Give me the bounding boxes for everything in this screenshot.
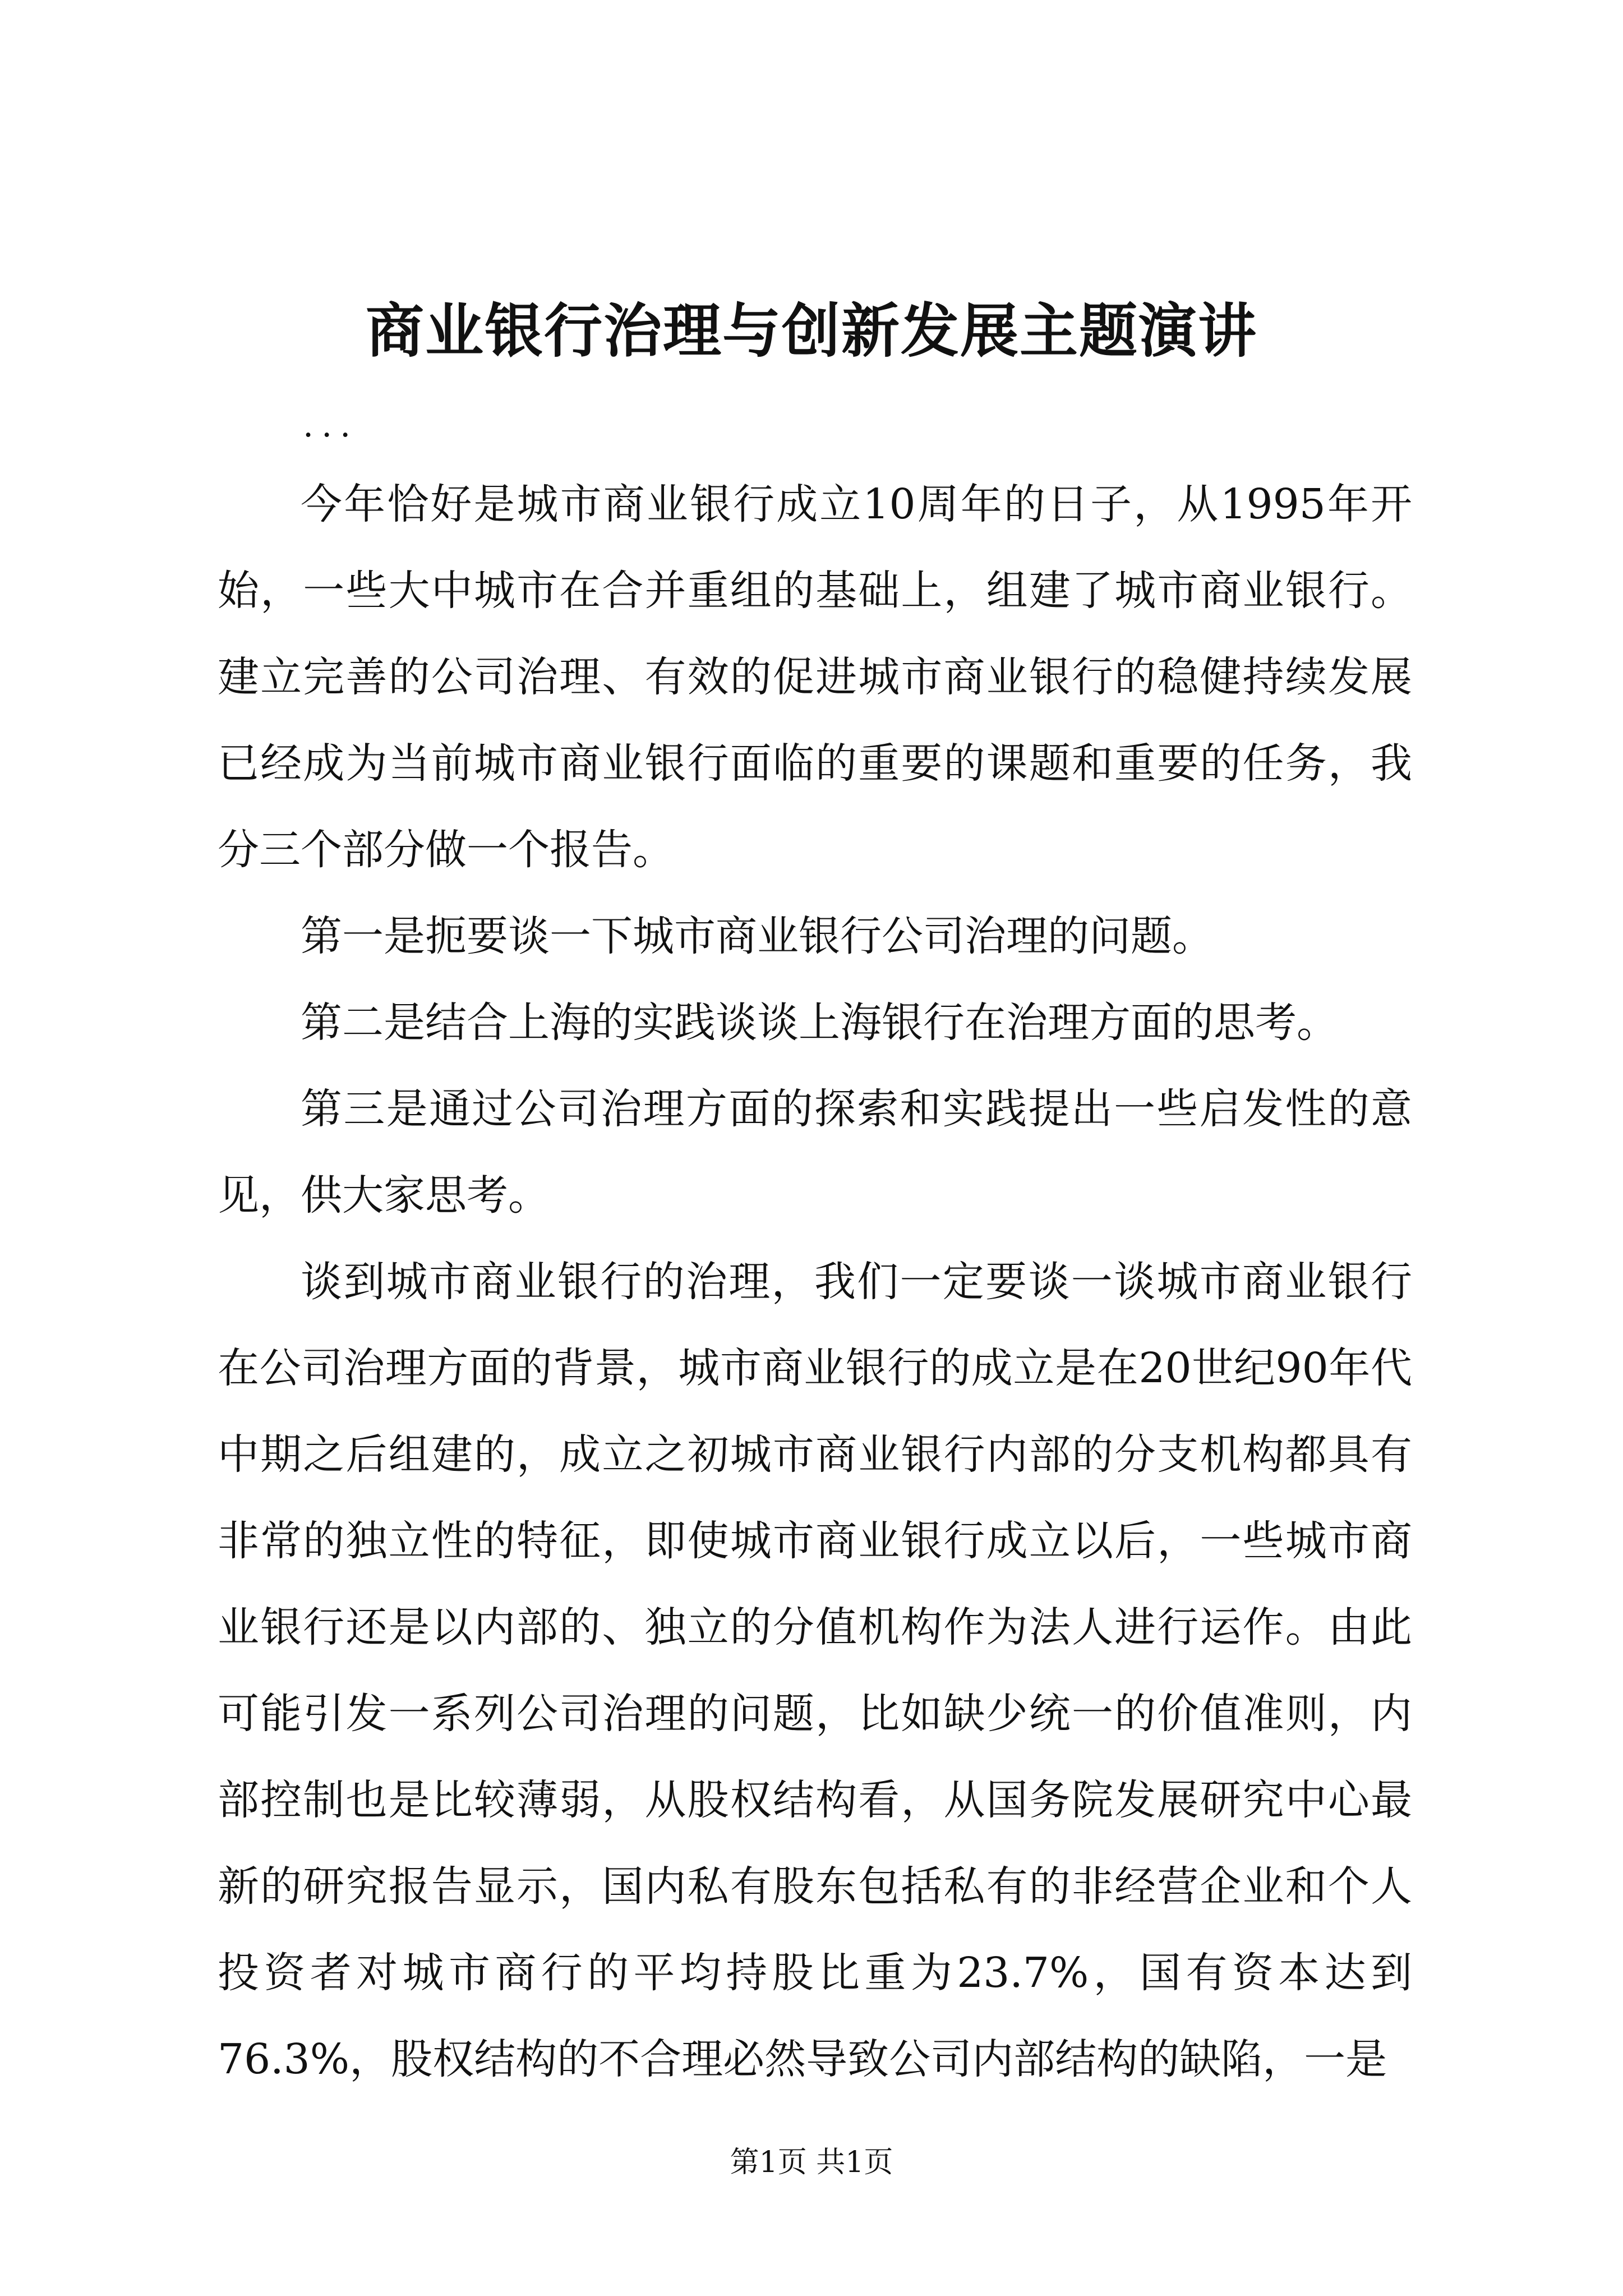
ellipsis-marker: ... (303, 406, 359, 445)
paragraph-point-three: 第三是通过公司治理方面的探索和实践提出一些启发性的意见，供大家思考。 (218, 1085, 1412, 1220)
paragraph-background: 谈到城市商业银行的治理，我们一定要谈一谈城市商业银行在公司治理方面的背景，城市商业银行的成立是在20世纪90年代中期之后组建的，成立之初城市商业银行内部的分支机构都具有非常的独立性的特征，即使城市商业银行成立以后，一些城市商业银行还是以内部的、独立的分值机构作为法人进行运作。由此可能引发一系列公司治理的问题，比如缺少统一的价值准则，内部控制也是比较薄弱，从股权结构看，从国务院发展研究中心最新的研究报告显示，国内私有股东包括私有的非经营企业和个人投资者对城市商行的平均持股比重为23.7%，国有资本达到76.3%，股权结构的不合理必然导致公司内部结构的缺陷，一是 (218, 1258, 1412, 2083)
paragraph-point-two: 第二是结合上海的实践谈谈上海银行在治理方面的思考。 (301, 999, 1338, 1047)
document-title: 商业银行治理与创新发展主题演讲 (365, 296, 1257, 365)
paragraph-point-one: 第一是扼要谈一下城市商业银行公司治理的问题。 (301, 912, 1214, 960)
paragraph-intro: 今年恰好是城市商业银行成立10周年的日子，从1995年开始，一些大中城市在合并重组的基础上，组建了城市商业银行。建立完善的公司治理、有效的促进城市商业银行的稳健持续发展已经成为当前城市商业银行面临的重要的课题和重要的任务，我分三个部分做一个报告。 (218, 480, 1412, 874)
page-footer: 第1页 共1页 (730, 2146, 893, 2179)
document-body (218, 461, 1412, 2102)
